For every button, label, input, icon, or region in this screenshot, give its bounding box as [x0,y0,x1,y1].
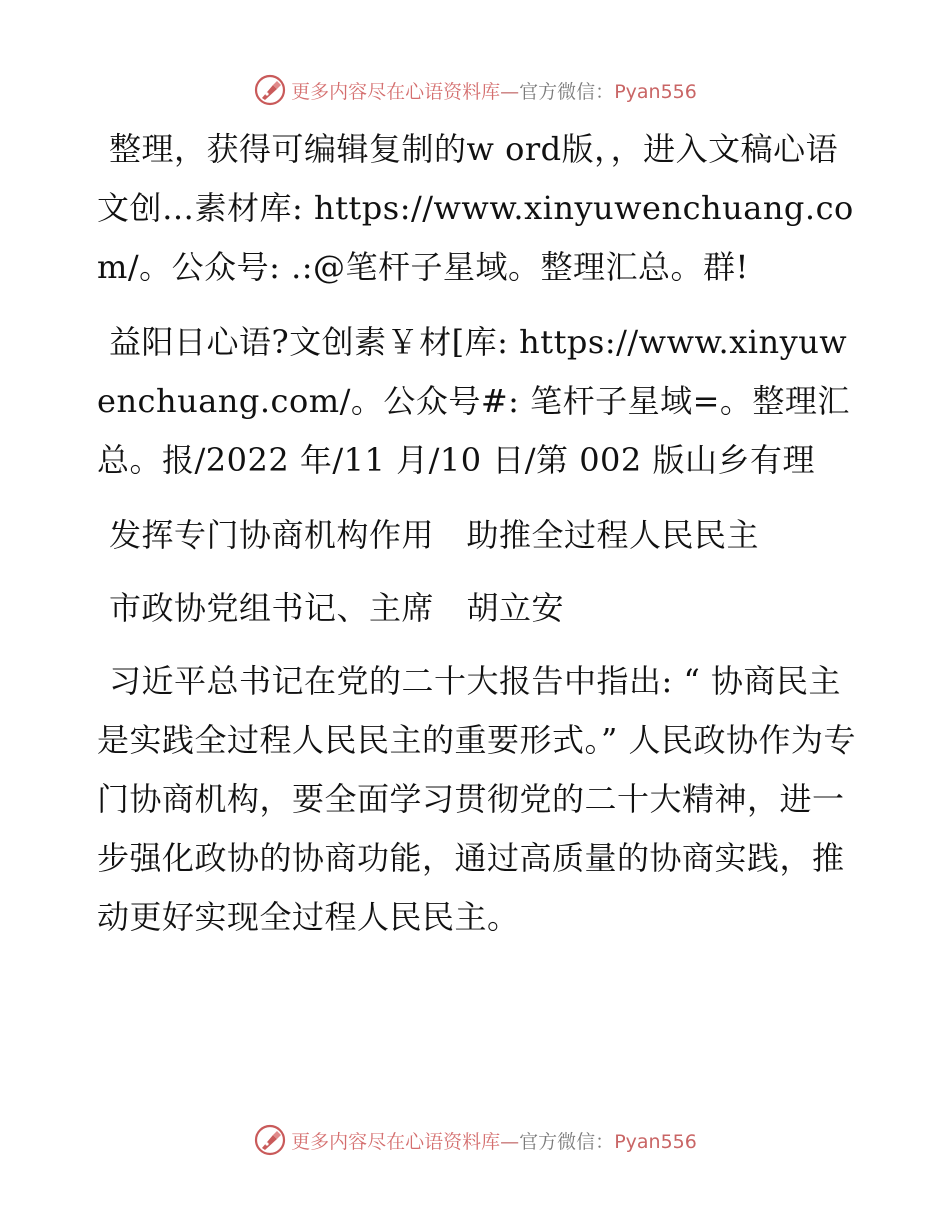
paragraph-intro-2: 益阳日心语?文创素￥材[库: https://www.xinyuwenchuang.com/。公众号#: 笔杆子星域=。整理汇总。报/2022 年/11 月/10 日/第 002 版山乡有理 [97,323,850,479]
pen-nib-logo-icon [253,73,287,107]
article-byline: 市政协党组书记、主席 胡立安 [109,589,565,627]
header-watermark [0,70,950,110]
watermark-text [291,1127,697,1154]
watermark-wechat-id: Pyan556 [614,80,697,103]
watermark-label: 官方微信： [519,1130,615,1153]
watermark-wechat-id: Pyan556 [614,1130,697,1153]
paragraph-intro-1: 整理，获得可编辑复制的w ord版，，进入文稿心语文创…素材库: https://www.xinyuwenchuang.com/。公众号: .:@笔杆子星域。整理汇总。群! [97,130,854,286]
watermark-text [291,77,697,104]
footer-watermark [0,1120,950,1160]
article-title: 发挥专门协商机构作用 助推全过程人民民主 [109,516,760,554]
watermark-label: 官方微信： [519,80,615,103]
watermark-main: 更多内容尽在心语资料库 [291,80,501,103]
paragraph-body: 习近平总书记在党的二十大报告中指出: “ 协商民主是实践全过程人民民主的重要形式。” 人民政协作为专门协商机构，要全面学习贯彻党的二十大精神，进一步强化政协的协商功能，通过高质量的协商实践，推动更好实现全过程人民民主。 [97,662,857,936]
watermark-separator: — [500,1130,520,1153]
document-body [97,120,857,963]
watermark-separator: — [500,80,520,103]
watermark-main: 更多内容尽在心语资料库 [291,1130,501,1153]
pen-nib-logo-icon [253,1123,287,1157]
